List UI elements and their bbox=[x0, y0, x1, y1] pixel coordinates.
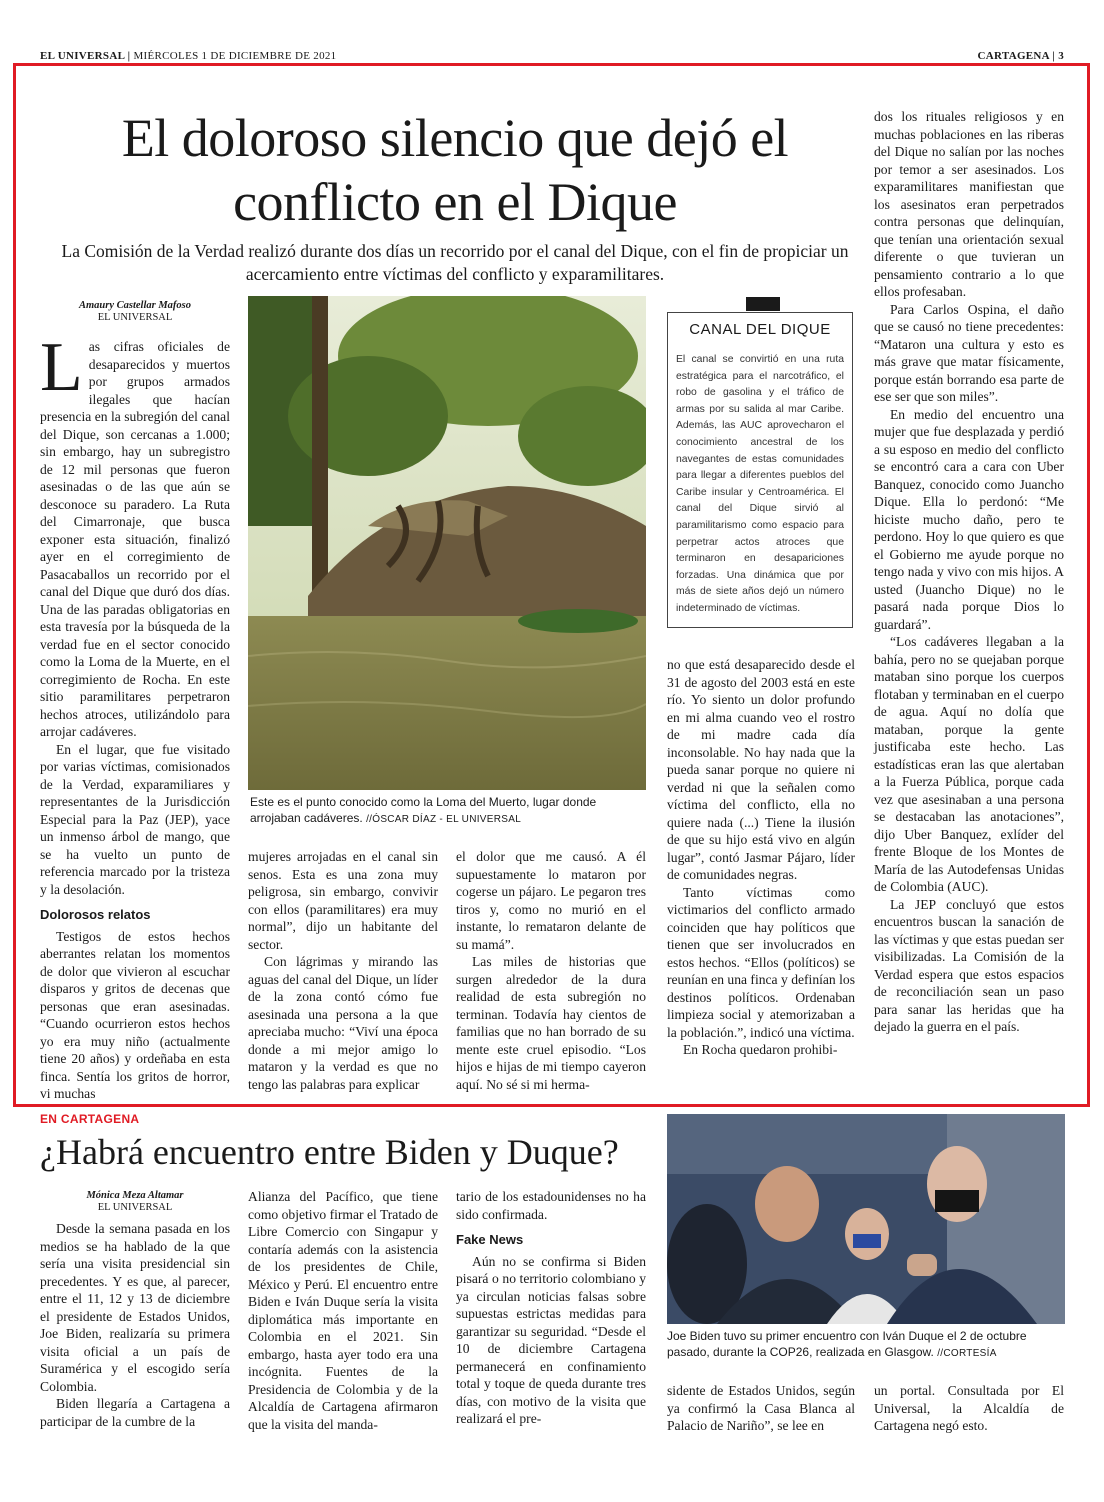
paragraph: sidente de Estados Unidos, según ya confirmó la Casa Blanca al Palacio de Nariño”, se lee en bbox=[667, 1383, 855, 1433]
lead-paragraph: Las cifras oficiales de desaparecidos y muertos por grupos armados ilegales que hacían presencia en la subregión del canal del Dique, son cercanas a 1.000; sin embargo, hay un subregistro de 12 mil personas que fueron asesinadas o de las que aún se desconoce su paradero. La Ruta del Cimarronaje, que busca exponer esta situación, finalizó ayer en el corregimiento de Pasacaballos un recorrido por el canal del Dique que duró dos días. Una de las paradas obligatorias en esta travesía por la búsqueda de la verdad fue en el sector conocido como la Loma de la Muerte, en el corregimiento de Rocha. En este sitio paramilitares perpetraron hechos atroces, utilizándolo para arrojar cadáveres. bbox=[40, 329, 230, 739]
second-headline: ¿Habrá encuentro entre Biden y Duque? bbox=[40, 1132, 619, 1172]
second-column-3 bbox=[456, 1188, 646, 1428]
paragraph: no que está desaparecido desde el 31 de agosto del 2003 está en este río. Yo siento un dolor profundo en mi alma cuando veo el rostro de mi madre cada día inconsolable. No hay nada que la pueda sanar porque no quiere ni verdad ni que la señalen como víctima del conflicto, ella no quiere nada (...) Tiene la ilusión de que su hijo está vivo en algún lugar”, contó Jasmar Pájaro, líder de comunidades negras. bbox=[667, 657, 855, 882]
paragraph: En el lugar, que fue visitado por varias víctimas, comisionados de la Verdad, exparamiliares y representantes de la Jurisdicción Especial para la Paz (JEP), yace un inmenso árbol de mango, que se ha vuelto un punto de referencia marcado por la tristeza y la desolación. bbox=[40, 741, 230, 897]
masthead-left: EL UNIVERSAL | MIÉRCOLES 1 DE DICIEMBRE DE 2021 bbox=[40, 50, 337, 62]
river-tree-photo-image bbox=[248, 296, 646, 790]
byline-organization: EL UNIVERSAL bbox=[97, 312, 173, 323]
section-kicker: EN CARTAGENA bbox=[40, 1112, 140, 1126]
paragraph: mujeres arrojadas en el canal sin senos. Esta es una zona muy peligrosa, sin embargo, convivir con ellos (paramilitares) era muy normal”, dijo un habitante del sector. bbox=[248, 849, 438, 952]
paragraph: Tanto víctimas como victimarios del conflicto armado coinciden que hay políticos que tienen que ser involucrados en estos hechos. “Ellos (políticos) se reunían en una finca y definían los destinos políticos. Ordenaban limpieza social y atemorizaban a la población.”, indicó una víctima. bbox=[667, 884, 855, 1040]
second-column-5 bbox=[874, 1382, 1064, 1435]
paragraph: Con lágrimas y mirando las aguas del canal del Dique, un líder de la zona contó cómo fue asesinada una persona a la que apreciaba mucho: “Viví una época donde a mi mejor amigo lo mataron y la verdad es que no tengo las palabras para explicar bbox=[248, 954, 438, 1092]
byline-author: Mónica Meza Altamar bbox=[86, 1190, 184, 1201]
article-column-2 bbox=[248, 848, 438, 1093]
byline-author: Amaury Castellar Mafoso bbox=[78, 300, 191, 311]
paragraph: “Los cadáveres llegaban a la bahía, pero no se quejaban porque mataban sino porque los cuerpos flotaban y terminaban en el cuerpo de agua. Aquí no dolía que mataban, porque la gente justificaba este hecho. Las estadísticas eran las que alertaban a la Fuerza Pública, porque cada vez que asesinaban a una persona se destacaban las anotaciones”, dijo Uber Banquez, exlíder del frente Bloque de los Montes de María de las Autodefensas Unidas de Colombia (AUC). bbox=[874, 634, 1064, 894]
paragraph: En medio del encuentro una mujer que fue desplazada y perdió a su esposo en medio del conflicto se encontró cara a cara con Uber Banquez, conocido como Juancho Dique. Ella lo perdonó: “Me hiciste mucho daño, pero te perdono. Hoy lo que quiero es que el Gobierno me ayude porque no tengo nada y vivo con mis hijos. A usted (Juancho Dique) no le pasará nada porque Dios lo guardará”. bbox=[874, 406, 1064, 632]
paragraph: La JEP concluyó que estos encuentros buscan la sanación de las víctimas y que estas puedan ser visibilizadas. La Comisión de la Verdad espera que estos espacios de reconciliación sean un paso para sanar las heridas que ha dejado la guerra en el país. bbox=[874, 896, 1064, 1034]
main-deck: La Comisión de la Verdad realizó durante dos días un recorrido por el canal del Dique, con el fin de propiciar un acercamiento entre víctimas del conflicto y exparamilitares. bbox=[61, 241, 849, 284]
paragraph: dos los rituales religiosos y en muchas poblaciones en las riberas del Dique no salían por las noches por temor a ser asesinados. Los exparamilitares manifiestan que los asesinatos eran perpetrados contra personas que delinquían, que tenían una orientación sexual diferente o que tuvieran un pensamiento contrario a lo que ellos profesaban. bbox=[874, 109, 1064, 299]
byline-organization: EL UNIVERSAL bbox=[97, 1202, 173, 1213]
sidebar-bar bbox=[746, 297, 780, 311]
second-column-2 bbox=[248, 1188, 438, 1433]
sidebar-canal-del-dique bbox=[667, 312, 853, 628]
second-photo-caption: Joe Biden tuvo su primer encuentro con Iván Duque el 2 de octubre pasado, durante la COP26, realizada en Glasgow. //CORTESÍA bbox=[667, 1329, 1027, 1359]
paragraph: Para Carlos Ospina, el daño que se causó no tiene precedentes: “Mataron una cultura y esto es más grave que matar físicamente, porque están borrando esa parte de ese ser que son miles”. bbox=[874, 301, 1064, 404]
article-column-4 bbox=[667, 656, 855, 1059]
paragraph: tario de los estadounidenses no ha sido confirmada. bbox=[456, 1189, 646, 1222]
photo-caption: Este es el punto conocido como la Loma del Muerto, lugar donde arrojaban cadáveres. //ÓSCAR DÍAZ - EL UNIVERSAL bbox=[250, 795, 597, 825]
leaders-photo-image bbox=[667, 1114, 1065, 1324]
paragraph: Testigos de estos hechos aberrantes relatan los momentos de dolor que vivieron al escuchar disparos y gritos de decenas que personas que eran asesinadas. “Cuando ocurrieron estos hechos yo era muy niño (actualmente tiene 20 años) y ordeñaba en esta finca. Sentía los gritos de horror, vi muchas bbox=[40, 928, 230, 1101]
drop-cap: L bbox=[40, 329, 83, 406]
paragraph: Biden llegaría a Cartagena a participar de la cumbre de la bbox=[40, 1396, 230, 1429]
main-photo bbox=[248, 296, 646, 790]
photo-credit: //CORTESÍA bbox=[937, 1348, 997, 1359]
page-number: 3 bbox=[1058, 50, 1064, 62]
paragraph: Alianza del Pacífico, que tiene como objetivo firmar el Tratado de Libre Comercio con Singapur y contaría además con la asistencia de los presidentes de Chile, México y Perú. El encuentro entre Biden e Iván Duque sería la visita diplomática más importante en Colombia en el 2021. Sin embargo, hasta ayer todo era una incógnita. Fuentes de la Presidencia de Colombia y de la Alcaldía de Cartagena afirmaron que la visita del manda- bbox=[248, 1189, 438, 1432]
article-column-1 bbox=[40, 300, 230, 1103]
section-name: CARTAGENA bbox=[977, 50, 1050, 62]
sidebar-text: El canal se convirtió en una ruta estratégica para el narcotráfico, el robo de gasolina y el tráfico de armas por su salida al mar Caribe. Además, las AUC aprovecharon el conocimiento ancestral de los navegantes de estas comunidades para llegar a diferentes pueblos del Caribe insular y Centroamérica. El canal del Dique sirvió al paramilitarismo como espacio para perpetrar actos atroces que terminaron en desapariciones forzadas. Una dinámica que por más de siete años dejó un número indeterminado de víctimas. bbox=[676, 354, 844, 614]
main-headline: El doloroso silencio que dejó el conflicto en el Dique bbox=[121, 108, 789, 232]
sidebar-title: CANAL DEL DIQUE bbox=[689, 321, 831, 338]
photo-credit: //ÓSCAR DÍAZ - EL UNIVERSAL bbox=[366, 814, 522, 825]
article-column-5 bbox=[874, 108, 1064, 1036]
byline bbox=[40, 300, 230, 324]
paragraph: Las miles de historias que surgen alrededor de la dura realidad de esta subregión no terminan. Todavía hay cientos de familias que no han borrado de su mente este cruel episodio. “Los hijos e hijas de mi tiempo cayeron aquí. No sé si mi herma- bbox=[456, 954, 646, 1092]
biden-duque-photo bbox=[667, 1114, 1065, 1324]
second-column-4 bbox=[667, 1382, 855, 1435]
paragraph: Desde la semana pasada en los medios se ha hablado de la que sería una visita presidencial sin precedentes. Y es que, al parecer, entre el 11, 12 y 13 de diciembre el presidente de Estados Unidos, Joe Biden, realizaría su primera visita oficial a un país de Suramérica y el escogido sería Colombia. bbox=[40, 1221, 230, 1394]
issue-date: MIÉRCOLES 1 DE DICIEMBRE DE 2021 bbox=[133, 50, 337, 62]
masthead-right: CARTAGENA | 3 bbox=[977, 50, 1064, 62]
paragraph: En Rocha quedaron prohibi- bbox=[683, 1042, 838, 1057]
article-column-3 bbox=[456, 848, 646, 1093]
subheading: Dolorosos relatos bbox=[40, 907, 151, 922]
subheading: Fake News bbox=[456, 1232, 524, 1247]
paragraph: Aún no se confirma si Biden pisará o no territorio colombiano y ya circulan noticias falsas sobre supuestas estrictas medidas para garantizar su seguridad. “Desde el 10 de diciembre Cartagena permanecerá en confinamiento total y toque de queda durante tres días, con motivo de la visita que realizará el pre- bbox=[456, 1253, 646, 1426]
paragraph: un portal. Consultada por El Universal, la Alcaldía de Cartagena negó esto. bbox=[874, 1383, 1064, 1433]
second-column-1 bbox=[40, 1190, 230, 1430]
paragraph: el dolor que me causó. A él supuestamente lo mataron por cogerse un pájaro. Le pegaron tres tiros y, como no murió en el instante, lo remataron delante de su mamá”. bbox=[456, 849, 646, 952]
byline bbox=[40, 1190, 230, 1214]
newspaper-name: EL UNIVERSAL bbox=[40, 50, 125, 62]
